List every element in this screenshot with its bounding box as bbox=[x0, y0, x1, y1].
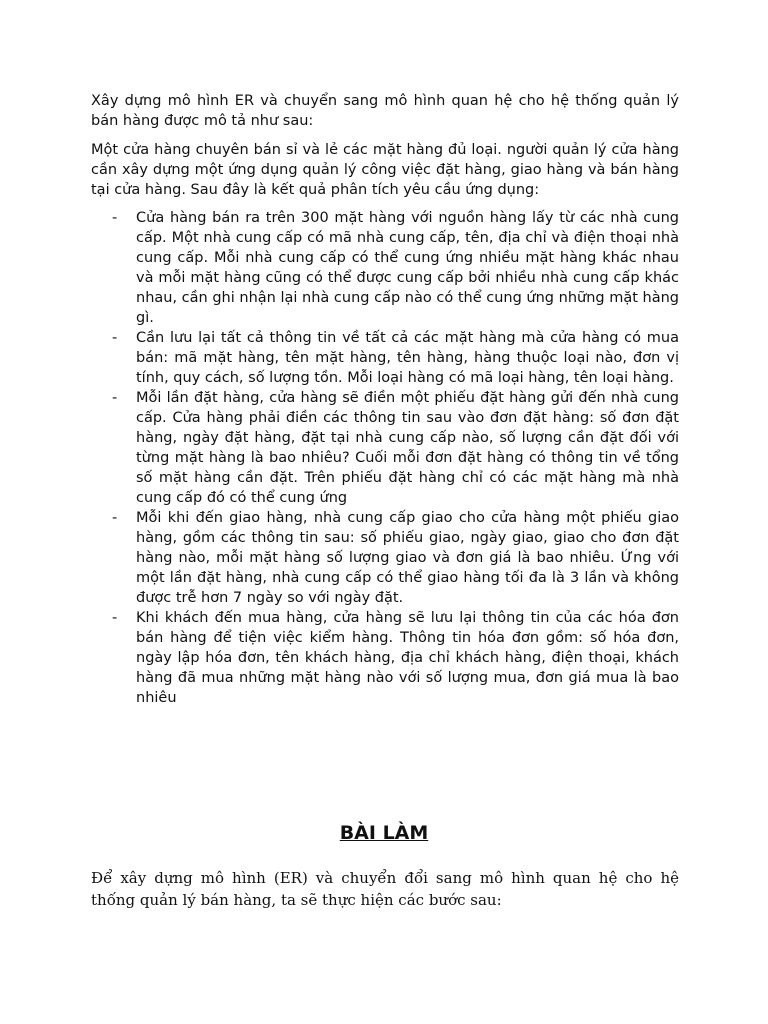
intro-paragraph: Xây dựng mô hình ER và chuyển sang mô hình quan hệ cho hệ thống quản lý bán hàng được mô tả như sau: bbox=[91, 93, 679, 129]
list-item-text: Khi khách đến mua hàng, cửa hàng sẽ lưu lại thông tin của các hóa đơn bán hàng để tiện việc kiểm hàng. Thông tin hóa đơn gồm: số hóa đơn, ngày lập hóa đơn, tên khách hàng, địa chỉ khách hàng, điện thoại, khách hàng đã mua những mặt hàng nào với số lượng mua, đơn giá mua là bao nhiêu bbox=[136, 610, 679, 706]
bullet-marker: - bbox=[112, 330, 118, 346]
section-heading: BÀI LÀM bbox=[339, 822, 429, 844]
answer-paragraph: Để xây dựng mô hình (ER) và chuyển đổi sang mô hình quan hệ cho hệ thống quản lý bán hàng, ta sẽ thực hiện các bước sau: bbox=[91, 869, 679, 909]
list-item bbox=[91, 508, 679, 608]
list-item-text: Mỗi lần đặt hàng, cửa hàng sẽ điền một phiếu đặt hàng gửi đến nhà cung cấp. Cửa hàng phải điền các thông tin sau vào đơn đặt hàng: số đơn đặt hàng, ngày đặt hàng, đặt tại nhà cung cấp nào, số lượng cần đặt đối với từng mặt hàng là bao nhiêu? Cuối mỗi đơn đặt hàng có thông tin về tổng số mặt hàng cần đặt. Trên phiếu đặt hàng chỉ có các mặt hàng mà nhà cung cấp đó có thể cung ứng bbox=[136, 390, 679, 506]
list-item-text: Cần lưu lại tất cả thông tin về tất cả các mặt hàng mà cửa hàng có mua bán: mã mặt hàng, tên mặt hàng, tên hàng, hàng thuộc loại nào, đơn vị tính, quy cách, số lượng tồn. Mỗi loại hàng có mã loại hàng, tên loại hàng. bbox=[136, 330, 679, 386]
list-item bbox=[91, 388, 679, 508]
list-item bbox=[91, 208, 679, 328]
list-item bbox=[91, 328, 679, 388]
bullet-marker: - bbox=[112, 210, 118, 226]
list-item-text: Mỗi khi đến giao hàng, nhà cung cấp giao cho cửa hàng một phiếu giao hàng, gồm các thông tin sau: số phiếu giao, ngày giao, giao cho đơn đặt hàng nào, mỗi mặt hàng số lượng giao và đơn giá là bao nhiêu. Ứng với một lần đặt hàng, nhà cung cấp có thể giao hàng tối đa là 3 lần và không được trễ hơn 7 ngày so với ngày đặt. bbox=[136, 510, 679, 606]
bullet-marker: - bbox=[112, 510, 118, 526]
bullet-marker: - bbox=[112, 390, 118, 406]
list-item bbox=[91, 608, 679, 708]
requirements-list bbox=[91, 208, 679, 708]
description-paragraph: Một cửa hàng chuyên bán sỉ và lẻ các mặt hàng đủ loại. người quản lý cửa hàng cần xây dựng một ứng dụng quản lý công việc đặt hàng, giao hàng và bán hàng tại cửa hàng. Sau đây là kết quả phân tích yêu cầu ứng dụng: bbox=[91, 142, 679, 198]
bullet-marker: - bbox=[112, 610, 118, 626]
list-item-text: Cửa hàng bán ra trên 300 mặt hàng với nguồn hàng lấy từ các nhà cung cấp. Một nhà cung cấp có mã nhà cung cấp, tên, địa chỉ và điện thoại nhà cung cấp. Mỗi nhà cung cấp có thể cung ứng nhiều mặt hàng khác nhau và mỗi mặt hàng cũng có thể được cung cấp bởi nhiều nhà cung cấp khác nhau, cần ghi nhận lại nhà cung cấp nào có thể cung ứng những mặt hàng gì. bbox=[136, 210, 679, 326]
